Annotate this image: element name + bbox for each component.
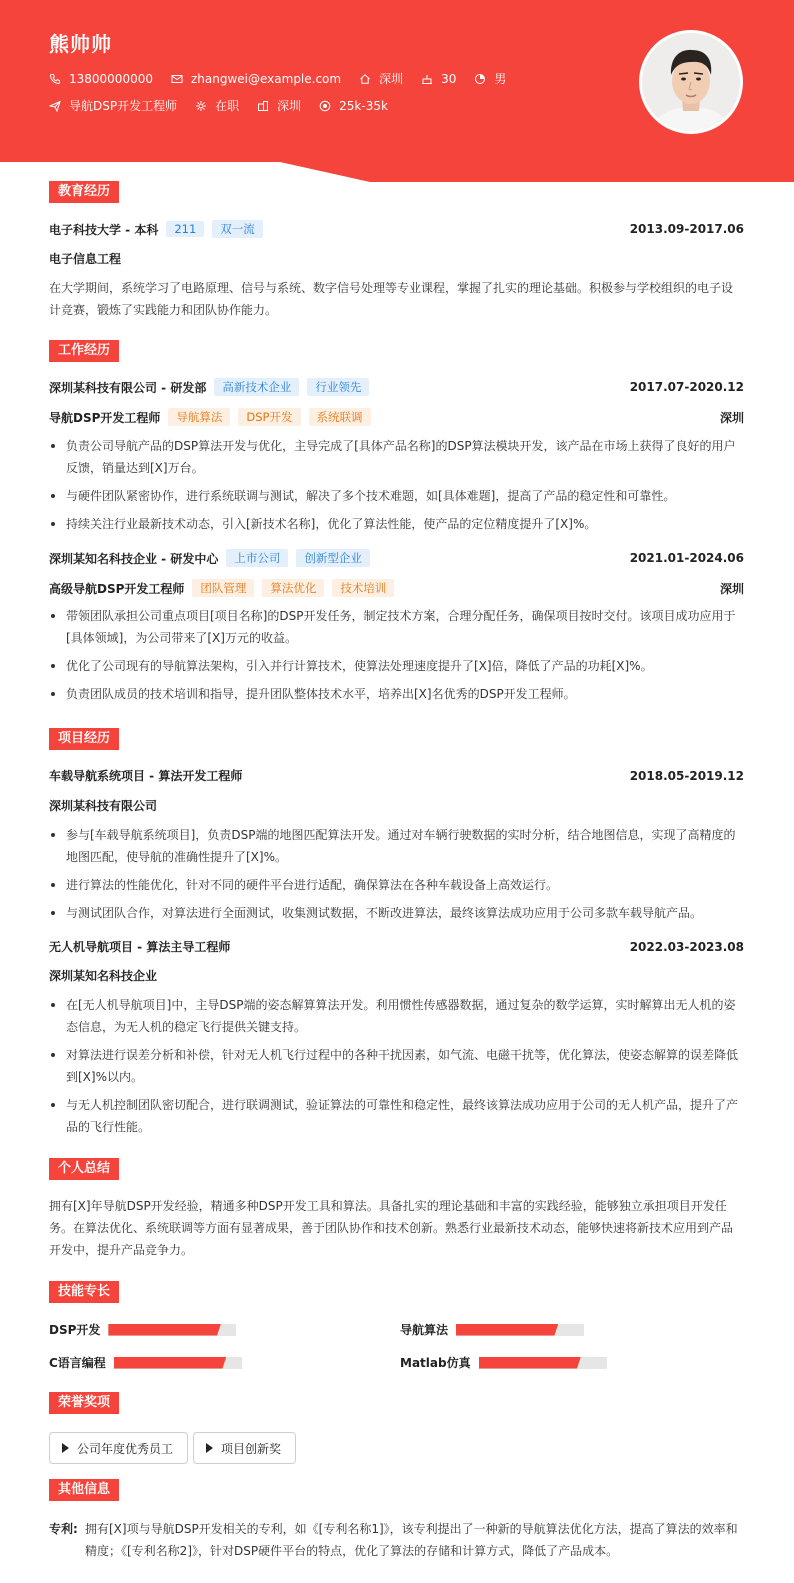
- work-role-row: [49, 579, 744, 597]
- skill-item: [49, 1354, 242, 1371]
- section-other: [49, 1479, 119, 1501]
- section-title: 个人总结: [49, 1158, 119, 1180]
- project-title-row: [49, 767, 744, 784]
- resume-header: [0, 0, 794, 190]
- home-icon: [359, 73, 371, 85]
- project-title: 无人机导航项目 - 算法主导工程师: [49, 940, 231, 954]
- email-text: zhangwei@example.com: [190, 71, 342, 86]
- work-role-row: [49, 408, 744, 426]
- work-location: 深圳: [719, 581, 744, 596]
- work-location: 深圳: [719, 410, 744, 425]
- list-item: 参与[车载导航系统项目]，负责DSP端的地图匹配算法开发。通过对车辆行驶数据的实时分析，结合地图信息，实现了高精度的地图匹配，使导航的准确性提升了[X]%。: [49, 824, 739, 868]
- section-divider: [49, 1490, 744, 1491]
- section-title: 荣誉奖项: [49, 1392, 119, 1414]
- role-tag: 团队管理: [192, 579, 254, 597]
- award-item: [193, 1432, 296, 1464]
- section-divider: [49, 192, 744, 193]
- project-title-row: [49, 938, 744, 955]
- school-name: 电子科技大学 - 本科: [49, 222, 159, 237]
- list-item: 负责团队成员的技术培训和指导，提升团队整体技术水平，培养出[X]名优秀的DSP开发工程师。: [49, 683, 739, 705]
- section-skills: [49, 1281, 119, 1303]
- project-company: 深圳某知名科技企业: [49, 969, 158, 983]
- project-bullets: [49, 824, 739, 930]
- status-item: [195, 97, 239, 114]
- section-work: [49, 340, 119, 362]
- role-title: 高级导航DSP开发工程师: [49, 581, 185, 596]
- city-text: 深圳: [379, 72, 404, 86]
- work-city-text: 深圳: [277, 99, 302, 113]
- work-company-row: [49, 378, 744, 396]
- status-text: 在职: [215, 99, 240, 113]
- project-period: 2022.03-2023.08: [629, 939, 744, 954]
- education-description: 在大学期间，系统学习了电路原理、信号与系统、数字信号处理等专业课程，掌握了扎实的理论基础。积极参与学校组织的电子设计竞赛，锻炼了实践能力和团队协作能力。: [49, 281, 734, 317]
- role-tag: DSP开发: [238, 408, 300, 426]
- play-icon: [206, 1443, 213, 1453]
- skill-name: 导航算法: [400, 1323, 449, 1337]
- job-title-item: [49, 97, 177, 114]
- award-label: 公司年度优秀员工: [77, 1441, 174, 1456]
- list-item: 与测试团队合作，对算法进行全面测试，收集测试数据，不断改进算法，最终该算法成功应用于公司多款车载导航产品。: [49, 902, 739, 924]
- building-icon: [257, 100, 269, 112]
- company-name: 深圳某科技有限公司 - 研发部: [49, 380, 207, 395]
- avatar-photo: [642, 33, 740, 131]
- company-tag: 创新型企业: [296, 549, 370, 567]
- section-awards: [49, 1392, 119, 1414]
- school-tag: 211: [166, 221, 204, 237]
- skill-bar: [114, 1357, 242, 1369]
- section-title: 教育经历: [49, 181, 119, 203]
- role-tag: 技术培训: [332, 579, 394, 597]
- section-title: 其他信息: [49, 1479, 119, 1501]
- project-company-row: [49, 967, 744, 984]
- skill-name: DSP开发: [49, 1323, 101, 1337]
- avatar: [639, 30, 743, 134]
- gender-item: [474, 70, 506, 87]
- section-divider: [49, 1169, 744, 1170]
- skill-name: C语言编程: [49, 1356, 106, 1370]
- section-summary: [49, 1158, 119, 1180]
- section-title: 项目经历: [49, 728, 119, 750]
- list-item: 负责公司导航产品的DSP算法开发与优化，主导完成了[具体产品名称]的DSP算法模块开发，该产品在市场上获得了良好的用户反馈，销量达到[X]万台。: [49, 435, 739, 479]
- city-item: [359, 70, 403, 87]
- list-item: 对算法进行误差分析和补偿，针对无人机飞行过程中的各种干扰因素，如气流、电磁干扰等，优化算法，使姿态解算的误差降低到[X]%以内。: [49, 1044, 739, 1088]
- salary-item: [319, 99, 388, 113]
- list-item: 持续关注行业最新技术动态，引入[新技术名称]，优化了算法性能，使产品的定位精度提升了[X]%。: [49, 513, 739, 535]
- list-item: 与硬件团队紧密协作，进行系统联调与测试，解决了多个技术难题，如[具体难题]，提高了产品的稳定性和可靠性。: [49, 485, 739, 507]
- section-title: 工作经历: [49, 340, 119, 362]
- school-tag: 双一流: [212, 220, 263, 238]
- gender-icon: [474, 73, 486, 85]
- work-period: 2017.07-2020.12: [629, 380, 744, 394]
- list-item: 在[无人机导航项目]中，主导DSP端的姿态解算算法开发。利用惯性传感器数据，通过复杂的数学运算，实时解算出无人机的姿态信息，为无人机的稳定飞行提供关键支持。: [49, 994, 739, 1038]
- gender-text: 男: [494, 72, 507, 86]
- email-item: [171, 72, 341, 86]
- project-company: 深圳某科技有限公司: [49, 799, 158, 813]
- contact-row: [49, 70, 524, 87]
- salary-icon: [319, 100, 331, 112]
- work-company-row: [49, 549, 744, 567]
- other-label: 专利:: [49, 1522, 78, 1536]
- salary-text: 25k-35k: [339, 98, 388, 113]
- summary-text: 拥有[X]年导航DSP开发经验，精通多种DSP开发工具和算法。具备扎实的理论基础和丰富的实践经验，能够独立承担项目开发任务。在算法优化、系统联调等方面有显著成果，善于团队协作和技术创新。熟悉行业最新技术动态，能够快速将新技术应用到产品开发中，提升产品竞争力。: [49, 1199, 734, 1257]
- skill-bar: [479, 1357, 607, 1369]
- education-header: [49, 220, 744, 238]
- list-item: 进行算法的性能优化，针对不同的硬件平台进行适配，确保算法在各种车载设备上高效运行。: [49, 874, 739, 896]
- section-title: 技能专长: [49, 1281, 119, 1303]
- section-divider: [49, 1292, 744, 1293]
- education-period: 2013.09-2017.06: [629, 222, 744, 236]
- age-text: 30: [441, 71, 457, 86]
- work-period: 2021.01-2024.06: [629, 551, 744, 565]
- cake-icon: [421, 73, 433, 85]
- major: 电子信息工程: [49, 252, 122, 266]
- education-major-row: [49, 250, 744, 267]
- skill-bar-fill: [456, 1324, 558, 1336]
- section-divider: [49, 739, 744, 740]
- job-title-text: 导航DSP开发工程师: [69, 99, 178, 113]
- phone-icon: [49, 73, 61, 85]
- age-item: [421, 72, 456, 86]
- skill-bar: [456, 1324, 584, 1336]
- gear-icon: [195, 100, 207, 112]
- skill-bar-fill: [108, 1324, 221, 1336]
- other-text: 拥有[X]项与导航DSP开发相关的专利，如《[专利名称1]》，该专利提出了一种新的导航算法优化方法，提高了算法的效率和精度；《[专利名称2]》，针对DSP硬件平台的特点，优化了算法的存储和计算方式，降低了产品成本。: [85, 1522, 738, 1558]
- project-company-row: [49, 797, 744, 814]
- award-item: [49, 1432, 188, 1464]
- role-tag: 导航算法: [168, 408, 230, 426]
- skill-item: [400, 1321, 584, 1338]
- skill-item: [49, 1321, 236, 1338]
- work-bullets: [49, 435, 739, 541]
- phone-item: [49, 72, 153, 86]
- mail-icon: [171, 73, 183, 85]
- play-icon: [62, 1443, 69, 1453]
- project-title: 车载导航系统项目 - 算法开发工程师: [49, 769, 243, 783]
- other-info: [49, 1518, 744, 1562]
- phone-text: 13800000000: [69, 71, 153, 86]
- award-label: 项目创新奖: [221, 1441, 282, 1456]
- skill-bar-fill: [479, 1357, 581, 1369]
- skill-bar-fill: [114, 1357, 227, 1369]
- company-tag: 上市公司: [226, 549, 288, 567]
- work-bullets: [49, 605, 739, 711]
- project-bullets: [49, 994, 739, 1144]
- role-tag: 算法优化: [262, 579, 324, 597]
- section-education: [49, 181, 119, 203]
- list-item: 优化了公司现有的导航算法架构，引入并行计算技术，使算法处理速度提升了[X]倍，降低了产品的功耗[X]%。: [49, 655, 739, 677]
- list-item: 与无人机控制团队密切配合，进行联调测试，验证算法的可靠性和稳定性，最终该算法成功应用于公司的无人机产品，提升了产品的飞行性能。: [49, 1094, 739, 1138]
- skill-bar: [108, 1324, 236, 1336]
- section-divider: [49, 1403, 744, 1404]
- list-item: 带领团队承担公司重点项目[项目名称]的DSP开发任务，制定技术方案，合理分配任务，确保项目按时交付。该项目成功应用于[具体领域]，为公司带来了[X]万元的收益。: [49, 605, 739, 649]
- section-divider: [49, 351, 744, 352]
- project-period: 2018.05-2019.12: [629, 768, 744, 783]
- job-row: [49, 97, 406, 114]
- role-title: 导航DSP开发工程师: [49, 410, 161, 425]
- send-icon: [49, 100, 61, 112]
- section-projects: [49, 728, 119, 750]
- skill-item: [400, 1354, 607, 1371]
- company-tag: 高新技术企业: [214, 378, 299, 396]
- role-tag: 系统联调: [309, 408, 371, 426]
- work-city-item: [257, 97, 301, 114]
- company-tag: 行业领先: [307, 378, 369, 396]
- skill-name: Matlab仿真: [400, 1356, 471, 1370]
- company-name: 深圳某知名科技企业 - 研发中心: [49, 551, 219, 566]
- candidate-name: 熊帅帅: [49, 32, 112, 56]
